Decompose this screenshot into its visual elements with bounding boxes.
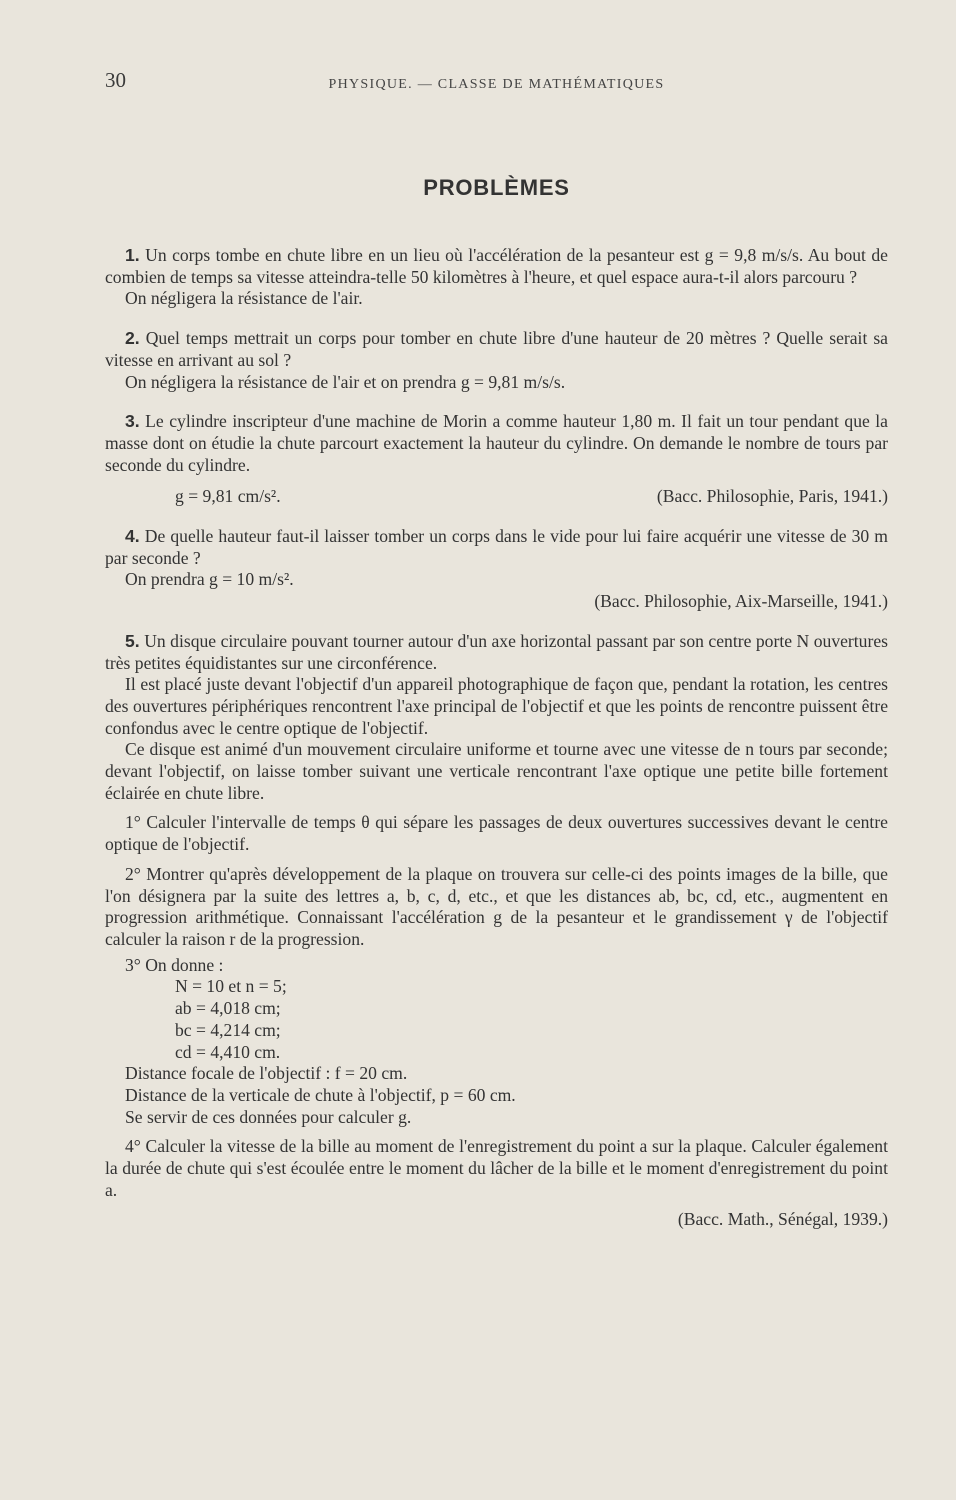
problem-3 <box>105 411 888 508</box>
data-line: ab = 4,018 cm; <box>175 998 281 1019</box>
problem-note: On négligera la résistance de l'air. <box>125 288 363 309</box>
problem-text: Le cylindre inscripteur d'une machine de Morin a comme hauteur 1,80 m. Il fait un tour pendant que la masse dont on étudie la chute parcourt exactement la hauteur du cylindre. On demande le nombre de tours par seconde du cylindre. <box>105 411 888 475</box>
problem-paragraph: Ce disque est animé d'un mouvement circulaire uniforme et tourne avec une vitesse de n tours par seconde; devant l'objectif, on laisse tomber suivant une verticale rencontrant l'axe optique une petite bille fortement éclairée en chute libre. <box>105 739 888 803</box>
question-4: 4° Calculer la vitesse de la bille au moment de l'enregistrement du point a sur la plaque. Calculer également la durée de chute qui s'est écoulée entre le moment du lâcher de la bille et le moment d'enregistrement du point a. <box>105 1136 888 1200</box>
problem-number: 5. <box>125 630 140 651</box>
problem-number: 3. <box>125 411 140 432</box>
problem-text: Quel temps mettrait un corps pour tomber en chute libre d'une hauteur de 20 mètres ? Quelle serait sa vitesse en arrivant au sol ? <box>105 328 888 370</box>
problem-text: Un corps tombe en chute libre en un lieu où l'accélération de la pesanteur est g = 9,8 m/s/s. Au bout de combien de temps sa vitesse atteindra-telle 50 kilomètres à l'heure, et quel espace aura-t-il alors parcouru ? <box>105 245 888 287</box>
problem-text: De quelle hauteur faut-il laisser tomber un corps dans le vide pour lui faire acquérir une vitesse de 30 m par seconde ? <box>105 526 888 568</box>
problem-statement <box>105 245 888 288</box>
source-citation: (Bacc. Philosophie, Aix-Marseille, 1941.) <box>594 591 888 612</box>
problem-number: 2. <box>125 328 140 349</box>
data-line: Distance de la verticale de chute à l'objectif, p = 60 cm. <box>125 1084 516 1105</box>
data-line: Se servir de ces données pour calculer g. <box>125 1106 412 1127</box>
problem-1 <box>105 245 888 310</box>
problem-4 <box>105 526 888 613</box>
problem-statement <box>105 328 888 371</box>
problem-statement <box>105 631 888 674</box>
data-line: Distance focale de l'objectif : f = 20 cm. <box>125 1063 408 1084</box>
problem-note: On négligera la résistance de l'air et on prendra g = 9,81 m/s/s. <box>125 371 566 392</box>
running-header <box>105 70 888 96</box>
question-2: 2° Montrer qu'après développement de la plaque on trouvera sur celle-ci des points images de la bille, que l'on désignera par la suite des lettres a, b, c, d, etc., et que les distances ab, bc, cd, etc., augmentent en progression arithmétique. Connaissant l'accélération g de la pesanteur et le grandissement γ de l'objectif calculer la raison r de la progression. <box>105 863 888 949</box>
problem-note: On prendra g = 10 m/s². <box>125 569 294 590</box>
formula: g = 9,81 cm/s². <box>175 486 281 507</box>
data-line: cd = 4,410 cm. <box>175 1041 281 1062</box>
data-line: N = 10 et n = 5; <box>175 976 287 997</box>
problem-2 <box>105 328 888 393</box>
problem-number: 4. <box>125 526 140 547</box>
problems-list <box>105 245 888 1231</box>
problem-statement <box>105 526 888 569</box>
question-1: 1° Calculer l'intervalle de temps θ qui sépare les passages de deux ouvertures successives devant le centre optique de l'objectif. <box>105 812 888 855</box>
problem-paragraph: Il est placé juste devant l'objectif d'un appareil photographique de façon que, pendant la rotation, les centres des ouvertures périphériques rencontrent l'axe principal de l'objectif et que les points de rencontre puissent être confondus avec le centre optique de l'objectif. <box>105 674 888 738</box>
running-title: PHYSIQUE. — CLASSE DE MATHÉMATIQUES <box>328 77 665 92</box>
problem-formula-row <box>105 486 888 508</box>
source-citation: (Bacc. Math., Sénégal, 1939.) <box>677 1209 888 1230</box>
problem-5 <box>105 631 888 1231</box>
source-citation: (Bacc. Philosophie, Paris, 1941.) <box>656 486 888 507</box>
page-number: 30 <box>105 68 126 92</box>
data-line: bc = 4,214 cm; <box>175 1019 281 1040</box>
problem-text: Un disque circulaire pouvant tourner autour d'un axe horizontal passant par son centre porte N ouvertures très petites équidistantes sur une circonférence. <box>105 630 888 673</box>
problem-number: 1. <box>125 245 140 265</box>
section-title: PROBLÈMES <box>423 175 570 200</box>
question-3: 3° On donne : <box>125 954 224 975</box>
problem-statement <box>105 411 888 476</box>
given-data <box>105 976 888 1063</box>
